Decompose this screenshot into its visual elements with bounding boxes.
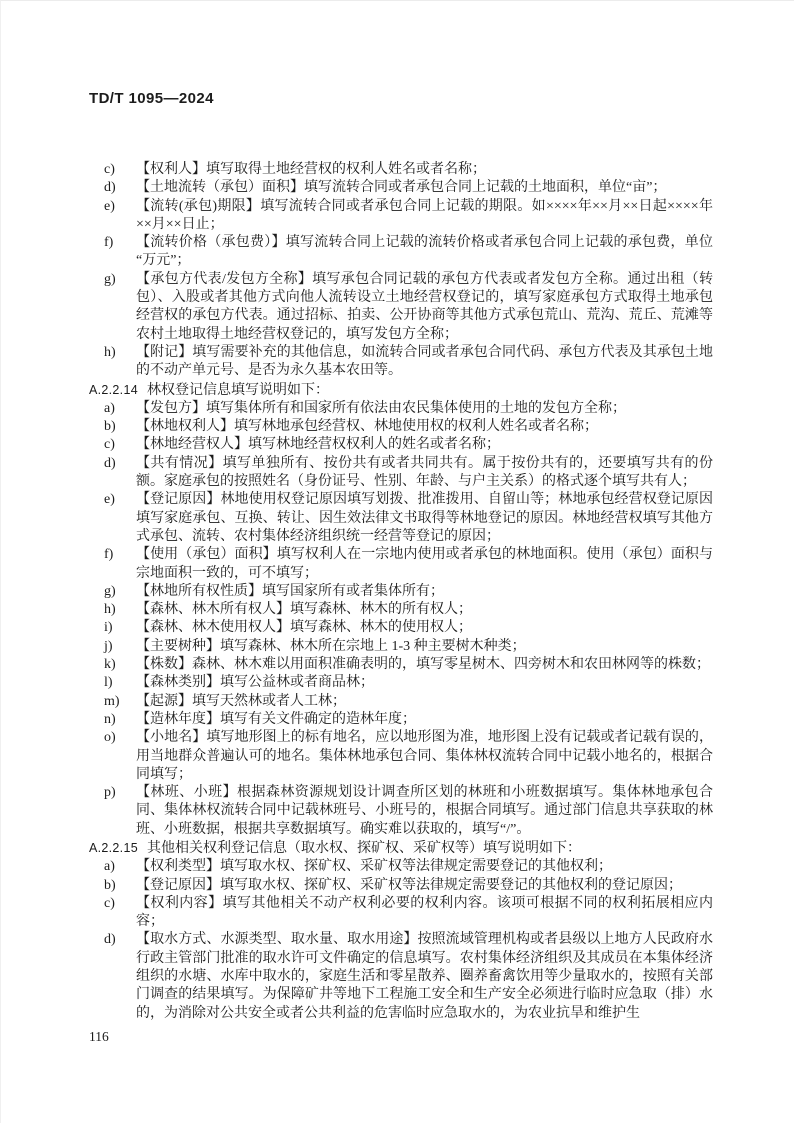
clause-list-forest-rights [89,400,713,839]
section-title: 林权登记信息填写说明如下： [146,382,329,398]
list-item-label: c) [104,895,115,911]
list-item-label: g) [104,583,116,599]
clause-list-land-management-right [89,161,713,381]
list-item [89,546,713,583]
page-content [89,161,713,1023]
list-item-text: 【起源】填写天然林或者人工林； [136,693,346,709]
list-item [89,656,713,674]
list-item-label: d) [104,180,116,196]
list-item [89,693,713,711]
list-item-text: 【权利人】填写取得土地经营权的权利人姓名或者名称； [136,162,486,177]
list-item-label: f) [104,235,114,251]
list-item-label: a) [104,859,115,875]
list-item [89,784,713,839]
list-item [89,711,713,729]
list-item [89,418,713,436]
list-item-label: o) [104,730,116,746]
list-item-text: 【株数】森林、林木难以用面积准确表明的，填写零星树木、四旁树木和农田林网等的株数； [136,657,710,673]
list-item-text: 【登记原因】林地使用权登记原因填写划拨、批准拨用、自留山等；林地承包经营权登记原因填写家庭承包、互换、转让、因生效法律文书取得等林地登记的原因。林地经营权填写其他方式承包、流转、农村集体经济组织统一经营等登记的原因； [136,492,713,544]
list-item [89,931,713,1022]
list-item [89,638,713,656]
list-item [89,601,713,619]
section-title: 其他相关权利登记信息（取水权、探矿权、采矿权等）填写说明如下： [146,840,581,856]
list-item-label: a) [104,400,115,416]
section-number: A.2.2.15 [89,840,138,855]
section-number: A.2.2.14 [89,382,138,397]
list-item-text: 【森林类别】填写公益林或者商品林； [136,675,374,691]
section-heading-a2214 [89,381,713,400]
list-item-label: i) [104,620,113,636]
list-item [89,161,713,179]
page-number: 116 [89,1029,109,1044]
list-item-text: 【附记】填写需要补充的其他信息，如流转合同或者承包合同代码、承包方代表及其承包土地的不动产单元号、是否为永久基本农田等。 [136,344,713,379]
list-item [89,344,713,381]
list-item-text: 【权利内容】填写其他相关不动产权利必要的权利内容。该项可根据不同的权利拓展相应内容； [136,895,713,930]
list-item-text: 【林地所有权性质】填写国家所有或者集体所有； [136,583,444,599]
section-heading-a2215 [89,839,713,858]
list-item-text: 【林班、小班】根据森林资源规划设计调查所区划的林班和小班数据填写。集体林地承包合同、集体林权流转合同中记载林班号、小班号的，根据合同填写。通过部门信息共享获取的林班、小班数据，根据共享数据填写。确实难以获取的，填写“/”。 [136,785,713,837]
list-item-label: h) [104,602,116,618]
list-item-text: 【流转价格（承包费）】填写流转合同上记载的流转价格或者承包合同上记载的承包费，单位“万元”； [136,235,713,269]
list-item [89,729,713,784]
list-item-text: 【共有情况】填写单独所有、按份共有或者共同共有。属于按份共有的，还要填写共有的份额。家庭承包的按照姓名（身份证号、性别、年龄、与户主关系）的格式逐个填写共有人； [136,455,713,490]
list-item-label: b) [104,419,116,435]
list-item-label: f) [104,547,114,563]
list-item-label: d) [104,455,116,471]
list-item-label: e) [104,198,115,214]
list-item [89,491,713,546]
list-item-label: j) [104,638,113,654]
list-item-text: 【主要树种】填写森林、林木所在宗地上 1-3 种主要树木种类； [136,638,526,654]
list-item-text: 【流转(承包)期限】填写流转合同或者承包合同上记载的期限。如××××年××月××日起××××年××月××日止； [136,198,713,232]
list-item-text: 【森林、林木所有权人】填写森林、林木的所有权人； [136,602,472,618]
list-item [89,400,713,418]
list-item-text: 【使用（承包）面积】填写权利人在一宗地内使用或者承包的林地面积。使用（承包）面积与宗地面积一致的，可不填写； [136,547,713,581]
list-item [89,877,713,895]
list-item-text: 【土地流转（承包）面积】填写流转合同或者承包合同上记载的土地面积，单位“亩”； [136,180,667,196]
list-item [89,455,713,492]
list-item-label: c) [104,162,115,177]
standard-code-header: TD/T 1095—2024 [89,90,214,107]
list-item-label: k) [104,657,116,673]
list-item [89,179,713,197]
list-item-text: 【森林、林木使用权人】填写森林、林木的使用权人； [136,620,472,636]
list-item-text: 【林地经营权人】填写林地经营权权利人的姓名或者名称； [136,437,500,453]
list-item [89,858,713,876]
list-item-text: 【承包方代表/发包方全称】填写承包合同记载的承包方代表或者发包方全称。通过出租（转包）、入股或者其他方式向他人流转设立土地经营权登记的，填写家庭承包方式取得土地承包经营权的承包方代表。通过招标、拍卖、公开协商等其他方式承包荒山、荒沟、荒丘、荒滩等农村土地取得土地经营权登记的，填写发包方全称； [136,271,713,342]
list-item-label: l) [104,675,113,691]
list-item-text: 【取水方式、水源类型、取水量、取水用途】按照流域管理机构或者县级以上地方人民政府水行政主管部门批准的取水许可文件确定的信息填写。农村集体经济组织及其成员在本集体经济组织的水塘、水库中取水的，家庭生活和零星散养、圈养畜禽饮用等少量取水的，按照有关部门调查的结果填写。为保障矿井等地下工程施工安全和生产安全必须进行临时应急取（排）水的，为消除对公共安全或者公共利益的危害临时应急取水的，为农业抗旱和维护生 [136,932,713,1021]
list-item-label: c) [104,437,115,453]
list-item-text: 【发包方】填写集体所有和国家所有依法由农民集体使用的土地的发包方全称； [136,400,626,416]
list-item-text: 【林地权利人】填写林地承包经营权、林地使用权的权利人姓名或者名称； [136,419,598,435]
list-item-label: g) [104,271,116,287]
list-item [89,234,713,271]
list-item [89,895,713,932]
list-item-text: 【权利类型】填写取水权、探矿权、采矿权等法律规定需要登记的其他权利； [136,859,612,875]
list-item-label: h) [104,344,116,360]
list-item [89,619,713,637]
list-item-label: d) [104,932,116,948]
list-item [89,271,713,344]
list-item [89,198,713,235]
list-item-label: b) [104,877,116,893]
list-item-text: 【造林年度】填写有关文件确定的造林年度； [136,711,416,727]
list-item-text: 【登记原因】填写取水权、探矿权、采矿权等法律规定需要登记的其他权利的登记原因； [136,877,682,893]
clause-list-other-rights [89,858,713,1023]
list-item-text: 【小地名】填写地形图上的标有地名，应以地形图为准，地形图上没有记载或者记载有误的，用当地群众普遍认可的地名。集体林地承包合同、集体林权流转合同中记载小地名的，根据合同填写； [136,730,713,782]
list-item-label: p) [104,785,116,801]
list-item [89,674,713,692]
list-item-label: m) [104,693,120,709]
list-item [89,436,713,454]
list-item [89,583,713,601]
list-item-label: n) [104,711,116,727]
list-item-label: e) [104,492,115,508]
